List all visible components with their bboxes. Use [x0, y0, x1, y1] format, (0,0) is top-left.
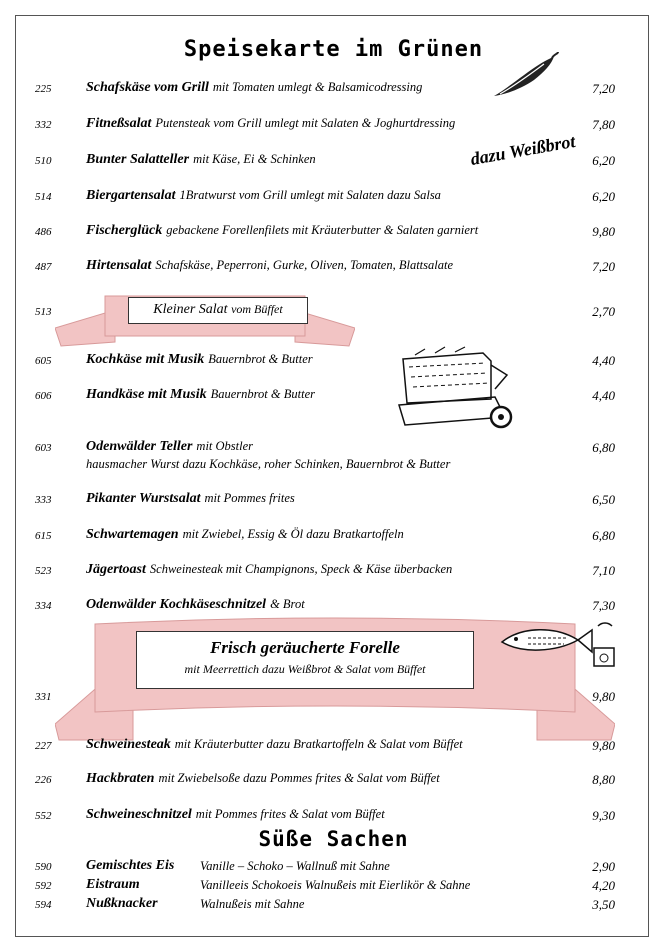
menu-row	[0, 151, 667, 171]
small-salad-desc: vom Büffet	[231, 302, 283, 316]
forelle-name: Frisch geräucherte Forelle	[210, 638, 400, 657]
item-name: Schafskäse vom Grill	[86, 80, 209, 95]
item-number: 513	[35, 306, 52, 318]
menu-row	[0, 222, 667, 242]
menu-row	[0, 257, 667, 277]
item-text	[86, 527, 404, 543]
item-price: 6,80	[592, 440, 615, 455]
item-price: 4,40	[592, 353, 615, 368]
item-price: 2,70	[592, 304, 615, 319]
item-text	[86, 807, 385, 823]
item-price: 3,50	[592, 897, 615, 912]
item-desc: mit Pommes frites & Salat vom Büffet	[195, 807, 385, 821]
item-desc: mit Käse, Ei & Schinken	[193, 152, 316, 166]
item-text	[86, 597, 305, 613]
item-text	[86, 877, 471, 893]
menu-row	[0, 187, 667, 207]
menu-row	[0, 490, 667, 510]
item-name: Odenwälder Kochkäseschnitzel	[86, 597, 267, 612]
item-price: 4,40	[592, 388, 615, 403]
item-name: Fitneßsalat	[86, 116, 152, 131]
item-price: 9,80	[592, 738, 615, 753]
item-text	[86, 439, 253, 455]
menu-row	[0, 386, 667, 406]
item-text	[86, 223, 478, 239]
forelle-desc: mit Meerrettich dazu Weißbrot & Salat vom Büffet	[184, 662, 426, 676]
item-number: 552	[35, 810, 52, 822]
item-desc: mit Tomaten umlegt & Balsamicodressing	[212, 80, 423, 94]
item-name: Handkäse mit Musik	[86, 387, 207, 402]
item-price: 9,80	[592, 224, 615, 239]
item-desc: Vanilleeis Schokoeis Walnußeis mit Eierlikör & Sahne	[200, 878, 471, 892]
item-number: 227	[35, 740, 52, 752]
item-desc: gebackene Forellenfilets mit Kräuterbutter & Salaten garniert	[166, 223, 479, 237]
menu-row	[0, 561, 667, 581]
item-number: 605	[35, 355, 52, 367]
item-text	[86, 858, 390, 874]
item-desc: mit Pommes frites	[204, 491, 295, 505]
item-name: Schweineschnitzel	[86, 807, 192, 822]
menu-title: Speisekarte im Grünen	[183, 37, 484, 62]
item-desc: Bauernbrot & Butter	[208, 352, 313, 366]
item-text	[86, 352, 313, 368]
item-number: 334	[35, 600, 52, 612]
item-desc: mit Kräuterbutter dazu Bratkartoffeln & Salat vom Büffet	[174, 737, 463, 751]
menu-row	[0, 438, 667, 458]
item-text	[86, 188, 441, 204]
item-text	[86, 491, 295, 507]
item-text	[86, 771, 440, 787]
item-price: 6,20	[592, 189, 615, 204]
menu-row	[0, 736, 667, 756]
menu-row	[0, 302, 667, 322]
item-desc: mit Obstler	[196, 439, 254, 453]
item-price: 7,20	[592, 259, 615, 274]
item-subtext: hausmacher Wurst dazu Kochkäse, roher Schinken, Bauernbrot & Butter	[86, 457, 451, 471]
item-number: 603	[35, 442, 52, 454]
item-number: 332	[35, 119, 52, 131]
item-price: 7,10	[592, 563, 615, 578]
item-desc: 1Bratwurst vom Grill umlegt mit Salaten dazu Salsa	[179, 188, 441, 202]
item-desc: mit Zwiebelsoße dazu Pommes frites & Salat vom Büffet	[158, 771, 440, 785]
item-text	[86, 562, 452, 578]
item-number: 225	[35, 83, 52, 95]
item-name: Jägertoast	[86, 562, 146, 577]
menu-row	[0, 806, 667, 826]
item-price: 2,90	[592, 859, 615, 874]
item-name: Biergartensalat	[86, 188, 176, 203]
menu-row	[0, 857, 667, 877]
item-price: 8,80	[592, 772, 615, 787]
menu-row	[0, 687, 667, 707]
item-number: 592	[35, 880, 52, 892]
item-price: 7,30	[592, 598, 615, 613]
item-number: 514	[35, 191, 52, 203]
menu-row	[0, 876, 667, 896]
item-price: 7,80	[592, 117, 615, 132]
item-price: 6,20	[592, 153, 615, 168]
item-name: Pikanter Wurstsalat	[86, 491, 201, 506]
item-number: 486	[35, 226, 52, 238]
item-number: 331	[35, 691, 52, 703]
item-desc: Putensteak vom Grill umlegt mit Salaten & Joghurtdressing	[155, 116, 456, 130]
item-text	[86, 737, 463, 753]
item-number: 606	[35, 390, 52, 402]
item-number: 510	[35, 155, 52, 167]
menu-row	[0, 770, 667, 790]
menu-row	[0, 895, 667, 915]
item-price: 9,80	[592, 689, 615, 704]
item-number: 615	[35, 530, 52, 542]
item-number: 226	[35, 774, 52, 786]
dazu-weissbrot-label: dazu Weißbrot	[468, 130, 577, 170]
item-desc: mit Zwiebel, Essig & Öl dazu Bratkartoffeln	[182, 527, 404, 541]
forelle-box	[136, 631, 474, 689]
item-name: Nußknacker	[86, 896, 158, 911]
item-name: Odenwälder Teller	[86, 439, 193, 454]
item-price: 9,30	[592, 808, 615, 823]
item-text	[86, 152, 316, 168]
item-name: Hackbraten	[86, 771, 155, 786]
item-number: 487	[35, 261, 52, 273]
menu-row	[0, 596, 667, 616]
fish-platter-illustration	[498, 620, 620, 672]
item-desc: Schweinesteak mit Champignons, Speck & Käse überbacken	[149, 562, 453, 576]
small-salad-name: Kleiner Salat	[153, 302, 228, 317]
item-number: 333	[35, 494, 52, 506]
item-name: Schwartemagen	[86, 527, 179, 542]
item-price: 4,20	[592, 878, 615, 893]
item-price: 7,20	[592, 81, 615, 96]
item-text	[86, 258, 453, 274]
item-text	[86, 387, 315, 403]
item-name: Schweinesteak	[86, 737, 171, 752]
item-name: Fischerglück	[86, 223, 163, 238]
item-name: Kochkäse mit Musik	[86, 352, 205, 367]
item-price: 6,50	[592, 492, 615, 507]
item-desc: Walnußeis mit Sahne	[200, 897, 305, 911]
item-name: Hirtensalat	[86, 258, 152, 273]
item-text	[86, 896, 305, 912]
item-price: 6,80	[592, 528, 615, 543]
item-desc: & Brot	[270, 597, 305, 611]
sweets-title: Süße Sachen	[258, 827, 409, 851]
menu-row	[0, 115, 667, 135]
item-desc: Bauernbrot & Butter	[210, 387, 315, 401]
menu-row	[0, 351, 667, 371]
item-number: 590	[35, 861, 52, 873]
menu-row	[0, 79, 667, 99]
item-number: 594	[35, 899, 52, 911]
menu-row	[0, 526, 667, 546]
item-name: Eistraum	[86, 877, 140, 892]
item-name: Gemischtes Eis	[86, 858, 175, 873]
item-text	[86, 80, 422, 96]
item-name: Bunter Salatteller	[86, 152, 190, 167]
item-desc: Schafskäse, Peperroni, Gurke, Oliven, Tomaten, Blattsalate	[155, 258, 453, 272]
item-text	[86, 116, 455, 132]
item-desc: Vanille – Schoko – Wallnuß mit Sahne	[200, 859, 390, 873]
item-number: 523	[35, 565, 52, 577]
